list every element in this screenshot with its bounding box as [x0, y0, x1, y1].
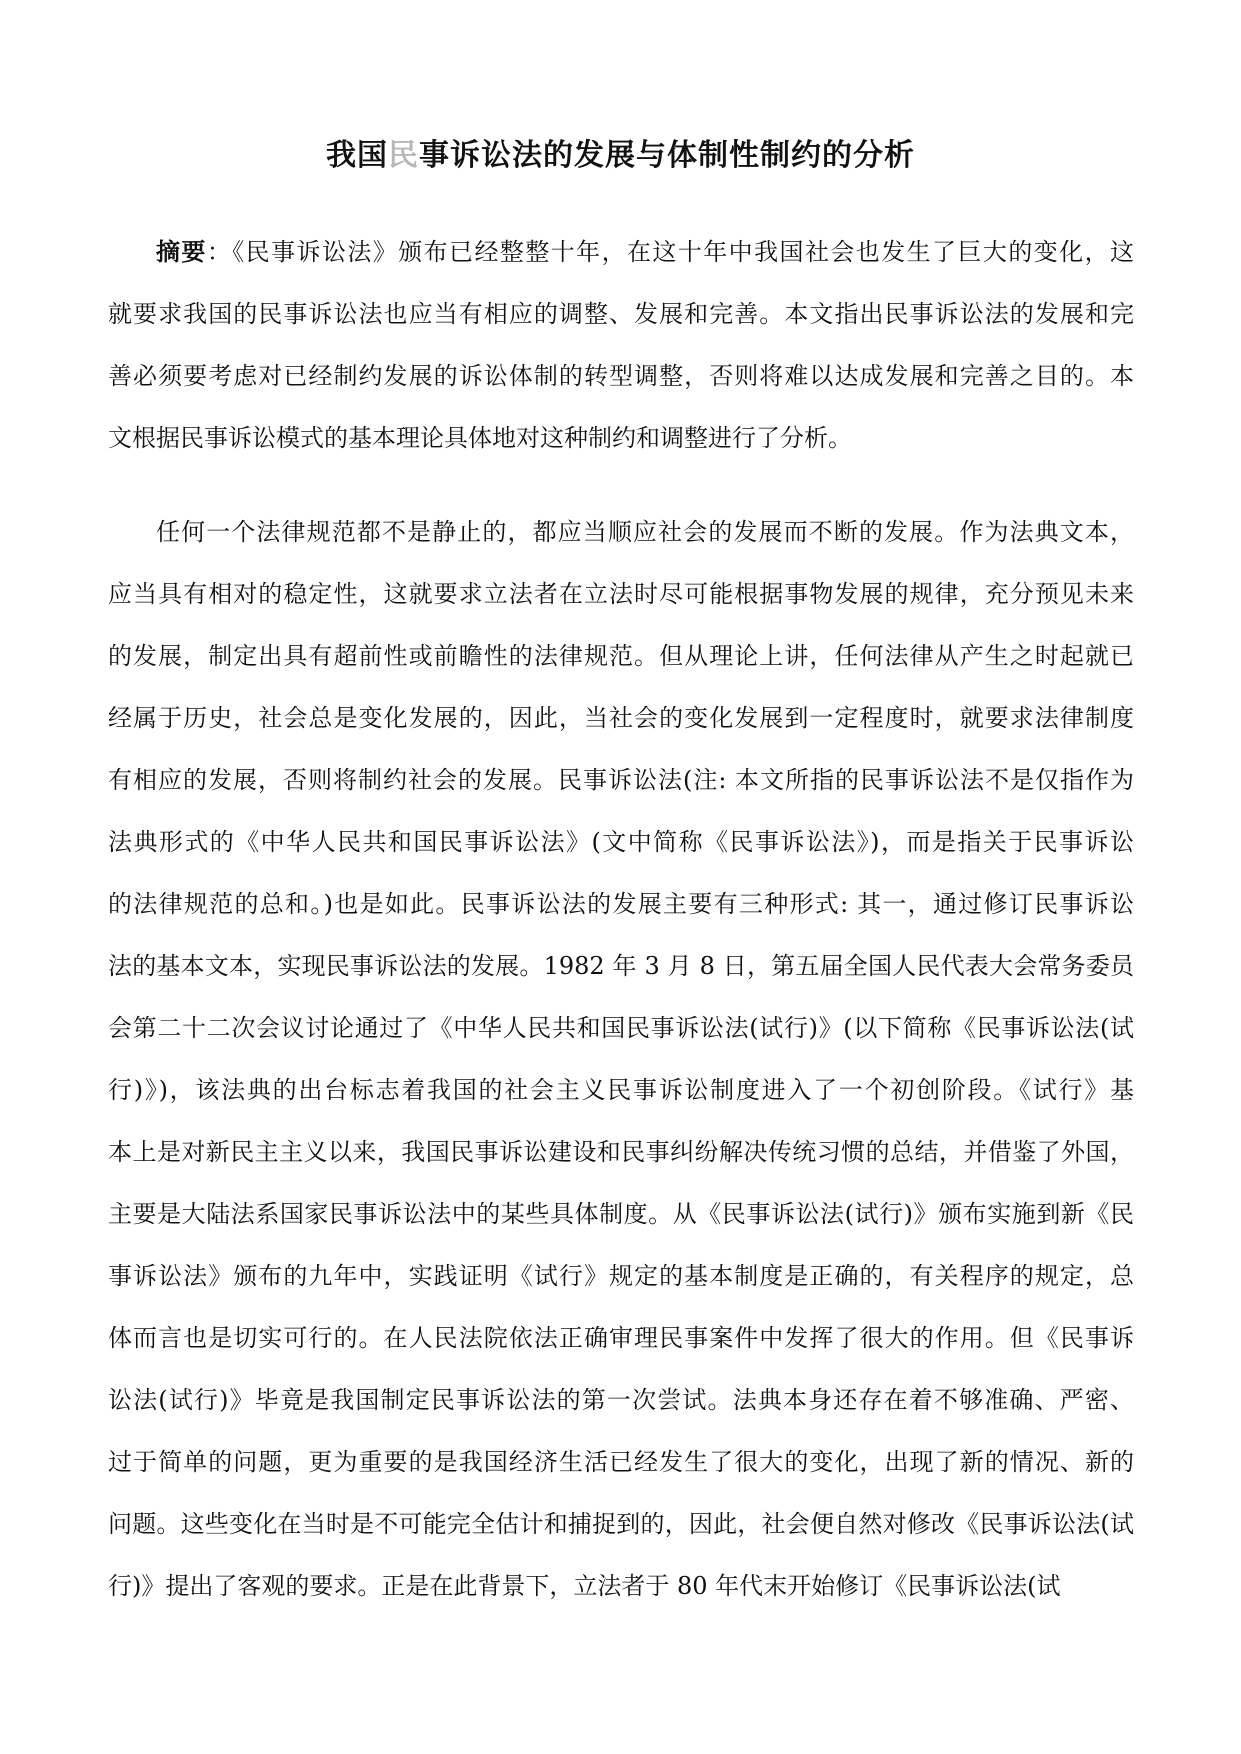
body-paragraph	[108, 501, 1134, 1617]
body-line: 过于简单的问题，更为重要的是我国经济生活已经发生了很大的变化，出现了新的情况、新的	[108, 1448, 1134, 1476]
abstract-line: 文根据民事诉讼模式的基本理论具体地对这种制约和调整进行了分析。	[108, 424, 852, 452]
body-line: 行)》)，该法典的出台标志着我国的社会主义民事诉讼制度进入了一个初创阶段。《试行》基	[108, 1076, 1134, 1104]
title-part-1: 我国	[326, 138, 388, 173]
body-line: 讼法(试行)》毕竟是我国制定民事诉讼法的第一次尝试。法典本身还存在着不够准确、严密、	[108, 1386, 1134, 1414]
abstract-label: 摘要	[156, 238, 207, 266]
abstract-colon: ：	[206, 238, 233, 266]
abstract-line-text: 《民事诉讼法》颁布已经整整十年，在这十年中我国社会也发生了巨大的变化，这	[232, 238, 1134, 266]
abstract-line: 就要求我国的民事诉讼法也应当有相应的调整、发展和完善。本文指出民事诉讼法的发展和完	[108, 300, 1134, 328]
abstract-line	[108, 221, 1134, 283]
abstract-line: 善必须要考虑对已经制约发展的诉讼体制的转型调整，否则将难以达成发展和完善之目的。本	[108, 362, 1134, 390]
title-part-2: 民	[388, 138, 419, 173]
body-line: 法典形式的《中华人民共和国民事诉讼法》(文中简称《民事诉讼法》)，而是指关于民事诉讼	[108, 828, 1134, 856]
body-line: 主要是大陆法系国家民事诉讼法中的某些具体制度。从《民事诉讼法(试行)》颁布实施到新《民	[108, 1200, 1134, 1228]
title-part-3: 事诉讼法的发展与体制性制约的分析	[419, 138, 915, 173]
document-title	[0, 136, 1241, 176]
body-line: 任何一个法律规范都不是静止的，都应当顺应社会的发展而不断的发展。作为法典文本，	[156, 518, 1134, 546]
body-line: 有相应的发展，否则将制约社会的发展。民事诉讼法(注: 本文所指的民事诉讼法不是仅指作为	[108, 766, 1134, 794]
abstract-paragraph	[108, 221, 1134, 469]
body-line: 的法律规范的总和。)也是如此。民事诉讼法的发展主要有三种形式: 其一，通过修订民事诉讼	[108, 890, 1134, 918]
body-line: 会第二十二次会议讨论通过了《中华人民共和国民事诉讼法(试行)》(以下简称《民事诉讼法(试	[108, 1014, 1134, 1042]
body-line: 法的基本文本，实现民事诉讼法的发展。1982 年 3 月 8 日，第五届全国人民代表大会常务委员	[108, 952, 1134, 980]
body-line: 的发展，制定出具有超前性或前瞻性的法律规范。但从理论上讲，任何法律从产生之时起就已	[108, 642, 1134, 670]
body-line: 本上是对新民主主义以来，我国民事诉讼建设和民事纠纷解决传统习惯的总结，并借鉴了外国，	[108, 1138, 1134, 1166]
body-line: 事诉讼法》颁布的九年中，实践证明《试行》规定的基本制度是正确的，有关程序的规定，总	[108, 1262, 1134, 1290]
body-line: 行)》提出了客观的要求。正是在此背景下，立法者于 80 年代末开始修订《民事诉讼法(试	[108, 1572, 1061, 1600]
body-line: 经属于历史，社会总是变化发展的，因此，当社会的变化发展到一定程度时，就要求法律制度	[108, 704, 1134, 732]
body-line: 应当具有相对的稳定性，这就要求立法者在立法时尽可能根据事物发展的规律，充分预见未来	[108, 580, 1134, 608]
body-line: 问题。这些变化在当时是不可能完全估计和捕捉到的，因此，社会便自然对修改《民事诉讼法(试	[108, 1510, 1134, 1538]
body-line: 体而言也是切实可行的。在人民法院依法正确审理民事案件中发挥了很大的作用。但《民事诉	[108, 1324, 1134, 1352]
